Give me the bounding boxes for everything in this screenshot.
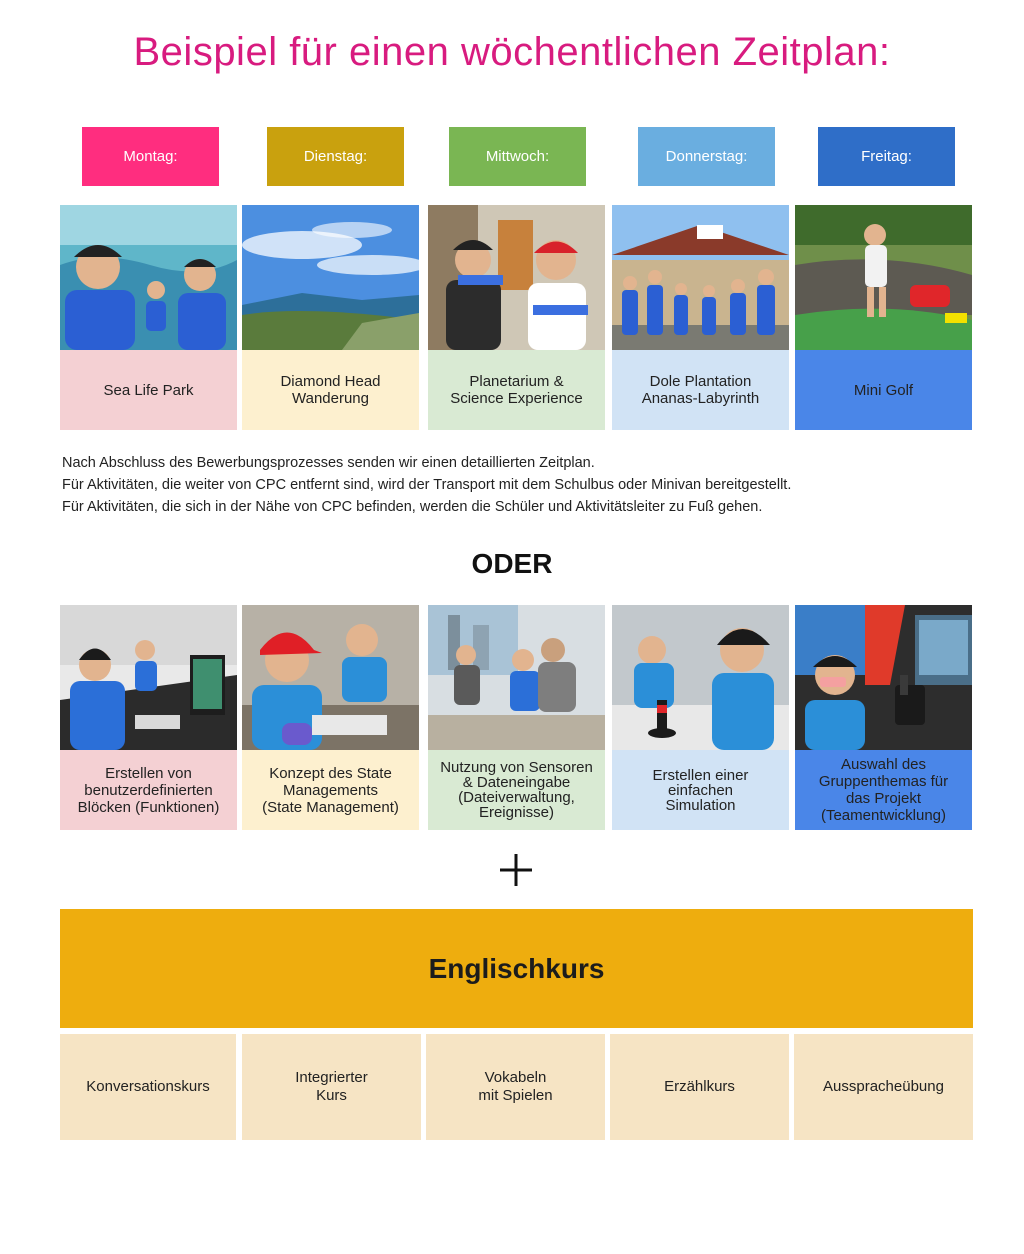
day-header-monday: [82, 127, 219, 186]
course-box: [610, 1034, 789, 1140]
photo-custom-blocks: [60, 605, 237, 750]
photo-diamond-head: [242, 205, 419, 350]
photo-sensors: [428, 605, 605, 750]
programming-caption: [795, 750, 972, 830]
programming-caption: [60, 750, 237, 830]
plus-icon: [496, 850, 536, 890]
photo-planetarium: [428, 205, 605, 350]
day-label: Donnerstag:: [665, 148, 748, 165]
activity-label: Sea Life Park: [103, 381, 194, 399]
programming-caption: [612, 750, 789, 830]
photo-mini-golf: [795, 205, 972, 350]
programming-caption: [242, 750, 419, 830]
course-label: Konversationskurs: [86, 1078, 210, 1095]
activity-caption: [242, 350, 419, 430]
programming-label: Nutzung von Sensoren & Dateneingabe (Dateiverwaltung, Ereignisse): [440, 759, 593, 821]
course-box: [426, 1034, 605, 1140]
course-label: Ausspracheübung: [823, 1078, 944, 1095]
activity-caption: [60, 350, 237, 430]
schedule-note: [62, 452, 962, 518]
programming-label: Erstellen von benutzerdefinierten Blöcken (Funktionen): [77, 764, 220, 816]
day-label: Mittwoch:: [485, 148, 550, 165]
page-title: Beispiel für einen wöchentlichen Zeitplan:: [133, 30, 891, 74]
course-label: Erzählkurs: [664, 1078, 735, 1095]
activity-label: Dole Plantation Ananas-Labyrinth: [641, 373, 760, 407]
activity-caption: [612, 350, 789, 430]
course-box: [794, 1034, 973, 1140]
day-label: Dienstag:: [303, 148, 368, 165]
programming-label: Erstellen einer einfachen Simulation: [652, 766, 749, 814]
programming-label: Auswahl des Gruppenthemas für das Projekt (Teamentwicklung): [818, 756, 949, 824]
photo-state-management: [242, 605, 419, 750]
course-label: Vokabeln mit Spielen: [478, 1069, 553, 1104]
note-line: Für Aktivitäten, die sich in der Nähe von CPC befinden, werden die Schüler und Aktivitätsleiter zu Fuß gehen.: [62, 499, 763, 515]
photo-dole-plantation: [612, 205, 789, 350]
course-label: Integrierter Kurs: [295, 1069, 368, 1104]
photo-simulation: [612, 605, 789, 750]
english-course-title: Englischkurs: [428, 952, 605, 984]
photo-sea-life-park: [60, 205, 237, 350]
activity-caption: [428, 350, 605, 430]
course-box: [242, 1034, 421, 1140]
activity-label: Diamond Head Wanderung: [280, 373, 381, 407]
day-label: Montag:: [123, 148, 178, 165]
day-header-wednesday: [449, 127, 586, 186]
day-header-tuesday: [267, 127, 404, 186]
note-line: Nach Abschluss des Bewerbungsprozesses senden wir einen detaillierten Zeitplan.: [62, 455, 595, 471]
activity-label: Planetarium & Science Experience: [450, 373, 583, 407]
course-box: [60, 1034, 236, 1140]
programming-label: Konzept des State Managements (State Management): [262, 764, 399, 816]
day-label: Freitag:: [861, 148, 912, 165]
or-separator: ODER: [471, 548, 553, 579]
activity-caption: [795, 350, 972, 430]
activity-label: Mini Golf: [853, 381, 914, 399]
day-header-friday: [818, 127, 955, 186]
english-course-banner: [60, 909, 973, 1028]
photo-group-theme: [795, 605, 972, 750]
note-line: Für Aktivitäten, die weiter von CPC entfernt sind, wird der Transport mit dem Schulbus oder Minivan bereitgestellt.: [62, 477, 792, 493]
day-header-thursday: [638, 127, 775, 186]
programming-caption: [428, 750, 605, 830]
